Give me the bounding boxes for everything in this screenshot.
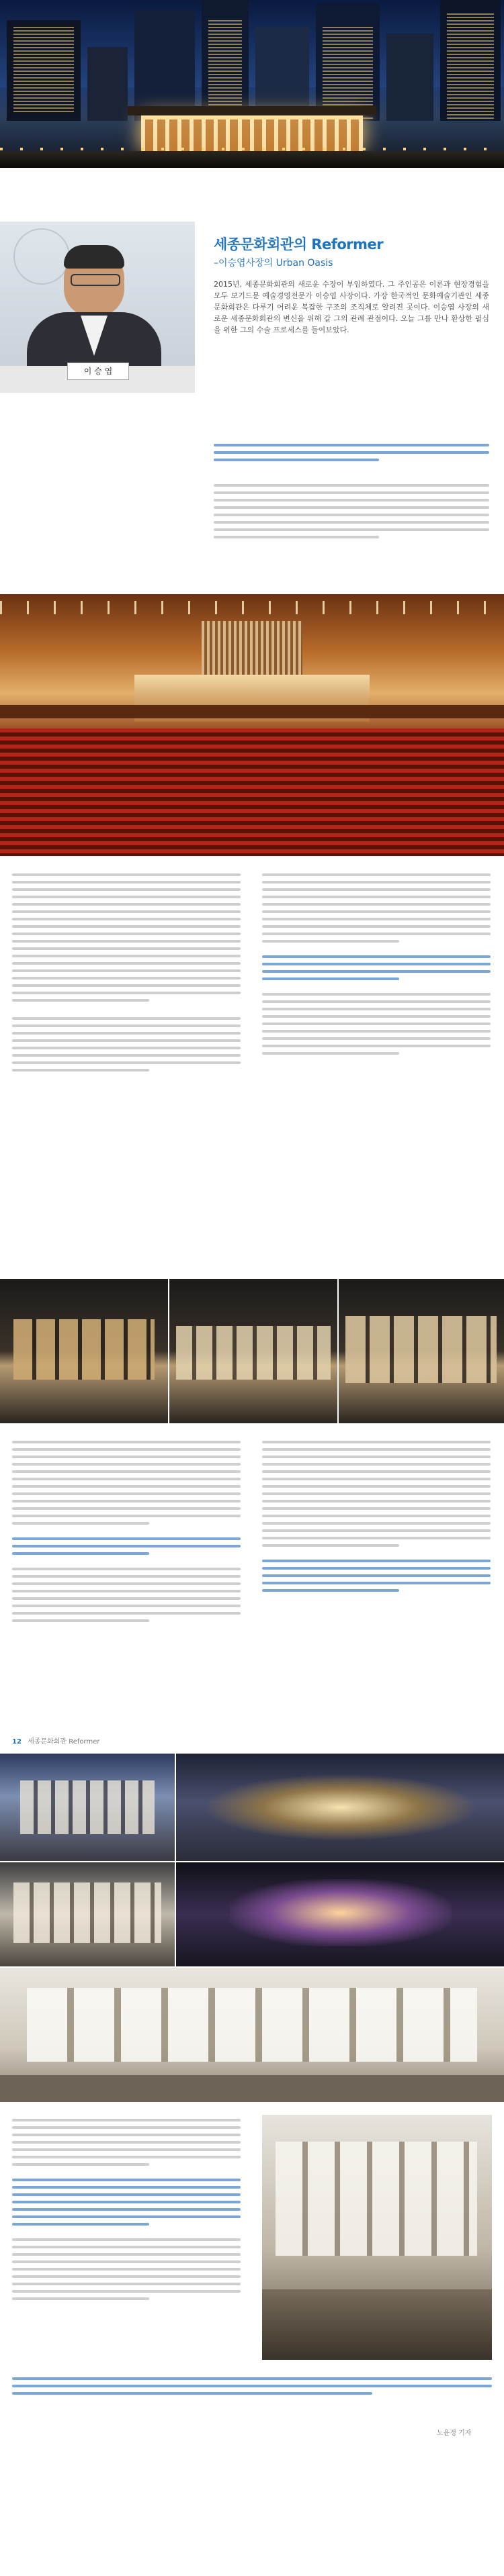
- hall-columns: [141, 120, 363, 151]
- gallery-photo-center: [169, 1279, 337, 1423]
- page-subtitle: –이승엽사장의 Urban Oasis: [214, 258, 333, 269]
- concert-hall-photo: [0, 594, 504, 856]
- exhibition-photo-museum: [0, 1968, 504, 2102]
- body-column-left-3: [12, 2115, 241, 2305]
- gallery-photo-left: [0, 1279, 168, 1423]
- nameplate: 이 승 엽: [67, 363, 129, 380]
- hall-roof: [128, 106, 376, 115]
- tower-building: [386, 34, 433, 121]
- backdrop-logo: [13, 228, 70, 285]
- street: [0, 151, 504, 168]
- body-paragraph: [214, 480, 489, 543]
- reporter-credit: 노윤정 기자: [437, 2430, 472, 2437]
- page-number-block: [12, 1735, 99, 1746]
- interviewee-photo: [0, 222, 195, 393]
- person-hair: [64, 245, 124, 269]
- glasses: [71, 274, 120, 286]
- hero-night-photo: [0, 0, 504, 168]
- intro-paragraph: 2015년, 세종문화회관의 새로운 수장이 부임하였다. 그 주인공은 이론과 현장경험을 모두 보기드문 예술경영전문가 이승엽 사장이다. 가장 한국적인 문화예술기관인 세종문화회관은 다루기 어려운 복잡한 구조의 조직체로 알려진 곳이다. 이승엽 사장의 새로운 세종문화회관의 변신을 위해 갈 그의 관례 관점이다. 오늘 그를 만나 환상한 필심을 위한 그의 수술 프로세스를 들여보았다.: [214, 280, 489, 334]
- page-running-title: 세종문화회관 Reformer: [28, 1738, 100, 1746]
- closing-photo: [262, 2115, 492, 2360]
- exhibition-photo-hall: [176, 1754, 504, 1861]
- highlight-paragraph: [214, 440, 489, 466]
- body-column-right: [262, 869, 491, 1059]
- title-block: [214, 234, 489, 269]
- ceiling-lights: [0, 601, 504, 614]
- exhibition-photo-stage: [176, 1862, 504, 1966]
- body-column-right-2: [262, 1437, 491, 1596]
- exhibition-photo-lobby: [0, 1754, 175, 1861]
- gallery-photo-right: [339, 1279, 504, 1423]
- balcony: [0, 705, 504, 718]
- body-column-left: [12, 869, 241, 1076]
- tower-building: [134, 10, 195, 121]
- seating: [0, 728, 504, 856]
- page-number: 12: [12, 1738, 22, 1746]
- exhibition-photo-corridor: [0, 1862, 175, 1966]
- tower-building: [87, 47, 128, 121]
- street-lights: [0, 148, 504, 150]
- pipe-organ: [202, 621, 302, 675]
- page-title: 세종문화회관의 Reformer: [214, 236, 384, 252]
- body-column-left-2: [12, 1437, 241, 1627]
- closing-paragraph: [12, 2373, 492, 2399]
